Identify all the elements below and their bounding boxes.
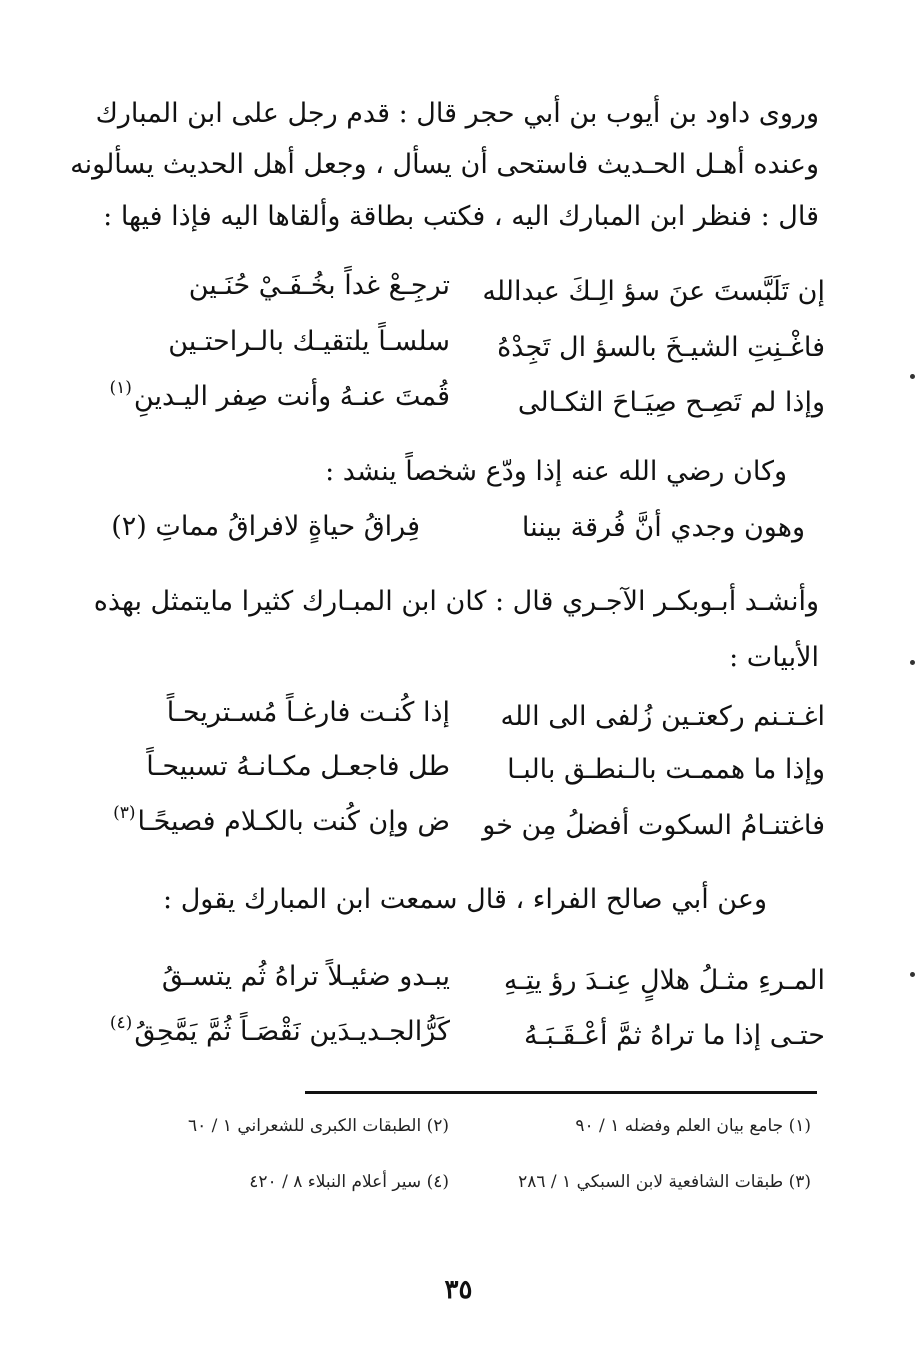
paragraph-line: وعن أبي صالح الفراء ، قال سمعت ابن المبارك يقول :	[163, 884, 767, 915]
verse-second-hemistich	[109, 377, 450, 420]
paragraph-line: وروى داود بن أيوب بن أبي حجر قال : قدم رجل على ابن المبارك	[95, 98, 819, 129]
verse-first-hemistich: إن تَلَبَّستَ عنَ سؤ الِـكَ عبدالله	[482, 276, 825, 307]
verse-text: قُمتَ عنـهُ وأنت صِفر اليـدينِ	[133, 381, 450, 412]
verse-second-hemistich	[109, 1012, 450, 1055]
verse-first-hemistich: المـرءِ مثـلُ هلالٍ عِنـدَ رؤ يتِـهِ	[503, 965, 825, 996]
footnote-marker: (٤)	[109, 1013, 133, 1033]
verse-second-hemistich: سلسـاً يلتقيـك بالـراحتـين	[168, 326, 450, 357]
paragraph-line: الأبيات :	[729, 642, 819, 673]
footnote: (٣) طبقات الشافعية لابن السبكي ١ / ٢٨٦	[518, 1172, 811, 1192]
footnote: (٢) الطبقات الكبرى للشعراني ١ / ٦٠	[187, 1116, 449, 1136]
footnote: (١) جامع بيان العلم وفضله ١ / ٩٠	[575, 1116, 811, 1136]
page-number: ٣٥	[444, 1275, 473, 1305]
scan-speck	[910, 374, 915, 379]
footnote-marker: (٣)	[113, 803, 136, 823]
scan-speck	[910, 660, 915, 665]
verse-text: ض وإن كُنت بالكـلام فصيحًـا	[137, 806, 450, 837]
verse-text: كَرُّالجـديـدَين نَقْصَـاً ثُمَّ يَمَّحِقُ	[134, 1016, 450, 1047]
verse-first-hemistich: وإذا لم تَصِـح صِيَـاحَ الثكـالى	[517, 387, 825, 418]
verse-text: فِراقُ حياةٍ لافراقُ مماتِ	[155, 511, 420, 542]
paragraph-line: وعنده أهـل الحـديث فاستحى أن يسأل ، وجعل أهل الحديث يسألونه	[70, 149, 819, 180]
verse-first-hemistich: فاغتنـامُ السكوت أفضلُ مِن خو	[482, 810, 825, 841]
verse-second-hemistich	[111, 507, 420, 547]
paragraph-line: قال : فنظر ابن المبارك اليه ، فكتب بطاقة وألقاها اليه فإذا فيها :	[103, 201, 819, 232]
verse-second-hemistich: إذا كُنـت فارغـاً مُسـتريحـاً	[166, 697, 450, 728]
verse-second-hemistich: يبـدو ضئيـلاً تراهُ ثُم يتسـقُ	[161, 961, 450, 992]
verse-first-hemistich: اغـتـنم ركعتـين زُلفى الى الله	[500, 701, 825, 732]
verse-first-hemistich: حتـى إذا ما تراهُ ثمَّ أعْـقَـبَـهُ	[523, 1020, 825, 1051]
footnote: (٤) سير أعلام النبلاء ٨ / ٤٢٠	[249, 1172, 449, 1192]
verse-first-hemistich: وهون وجدي أنَّ فُرقة بيننا	[521, 512, 805, 543]
verse-first-hemistich: وإذا ما هممـت بالـنطـق بالبـا	[507, 754, 825, 785]
footnote-separator	[305, 1091, 817, 1094]
verse-first-hemistich: فاغْـنِتِ الشيـخَ بالسؤ ال تَجِدْهُ	[497, 332, 825, 363]
footnote-marker: (٢)	[111, 511, 147, 542]
scan-speck	[910, 972, 915, 977]
verse-second-hemistich: طل فاجعـل مكـانـهُ تسبيحـاً	[146, 751, 450, 782]
verse-second-hemistich: ترجِـعْ غداً بخُـفَـيْ حُنَـين	[188, 270, 450, 301]
verse-second-hemistich	[113, 802, 450, 845]
paragraph-line: وأنشـد أبـوبكـر الآجـري قال : كان ابن المبـارك كثيرا مايتمثل بهذه	[93, 586, 819, 617]
paragraph-line: وكان رضي الله عنه إذا ودّع شخصاً ينشد :	[325, 456, 787, 487]
footnote-marker: (١)	[109, 378, 132, 398]
